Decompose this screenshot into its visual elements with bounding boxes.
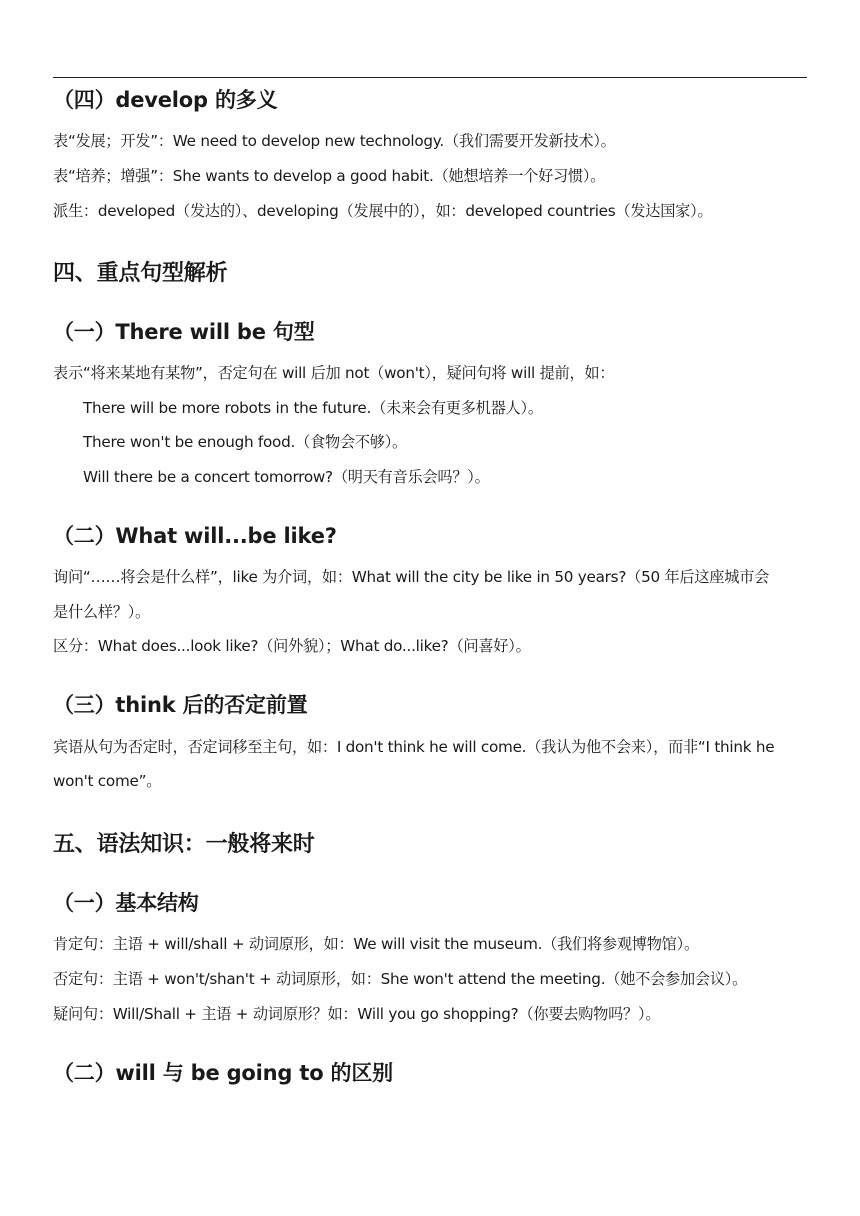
heading-grammar-future-tense: 五、语法知识：一般将来时 [53, 832, 315, 857]
develop-meaning-2: 表“培养；增强”：She wants to develop a good habit.（她想培养一个好习惯）。 [53, 167, 606, 185]
structure-interrogative: 疑问句：Will/Shall + 主语 + 动词原形？如：Will you go shopping?（你要去购物吗？）。 [53, 1005, 661, 1023]
develop-meaning-1: 表“发展；开发”：We need to develop new technology.（我们需要开发新技术）。 [53, 132, 616, 150]
heading-think-negation: （三）think 后的否定前置 [53, 693, 308, 717]
there-will-be-example-3: Will there be a concert tomorrow?（明天有音乐会吗？）。 [83, 468, 490, 486]
structure-affirmative: 肯定句：主语 + will/shall + 动词原形，如：We will visit the museum.（我们将参观博物馆）。 [53, 935, 699, 953]
think-negation-line-1: 宾语从句为否定时，否定词移至主句，如：I don't think he will come.（我认为他不会来），而非“I think he [53, 738, 775, 756]
heading-will-vs-be-going-to: （二）will 与 be going to 的区别 [53, 1061, 393, 1085]
heading-basic-structure: （一）基本结构 [53, 891, 199, 915]
structure-negative: 否定句：主语 + won't/shan't + 动词原形，如：She won't attend the meeting.（她不会参加会议）。 [53, 970, 748, 988]
think-negation-line-2: won't come”。 [53, 772, 162, 790]
heading-key-sentence-patterns: 四、重点句型解析 [53, 261, 228, 286]
top-divider [53, 77, 807, 78]
there-will-be-intro: 表示“将来某地有某物”，否定句在 will 后加 not（won't），疑问句将 will 提前，如： [53, 364, 615, 382]
there-will-be-example-1: There will be more robots in the future.（未来会有更多机器人）。 [83, 399, 543, 417]
heading-what-will-be-like: （二）What will...be like? [53, 524, 337, 548]
what-will-be-like-line-2: 是什么样？）。 [53, 603, 150, 621]
heading-there-will-be: （一）There will be 句型 [53, 320, 315, 344]
what-will-be-like-line-1: 询问“……将会是什么样”，like 为介词，如：What will the city be like in 50 years?（50 年后这座城市会 [53, 568, 770, 586]
what-will-be-like-distinction: 区分：What does...look like?（问外貌）；What do...like?（问喜好）。 [53, 637, 531, 655]
heading-develop-meanings: （四）develop 的多义 [53, 88, 278, 112]
there-will-be-example-2: There won't be enough food.（食物会不够）。 [83, 433, 407, 451]
develop-derivatives: 派生：developed（发达的）、developing（发展中的），如：developed countries（发达国家）。 [53, 202, 713, 220]
